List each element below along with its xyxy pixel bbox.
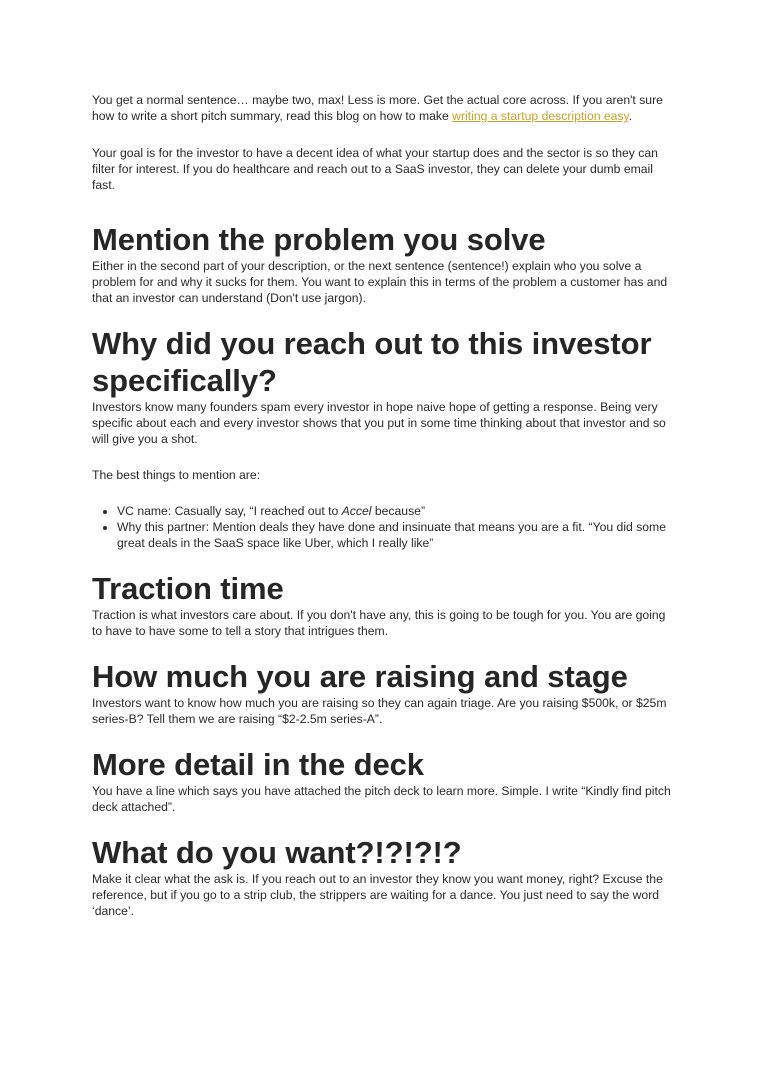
problem-paragraph: Either in the second part of your description, or the next sentence (sentence!) explain who you solve a problem for and why it sucks for them. You want to explain this in terms of the problem a customer has and that an investor can understand (Don't use jargon). bbox=[92, 259, 668, 305]
why-investor-paragraph: Investors know many founders spam every investor in hope naive hope of getting a response. Being very specific about each and every investor shows that you put in some time thinking about that investor and so will give you a shot. bbox=[92, 400, 666, 446]
intro-paragraph-1-end: . bbox=[628, 109, 633, 123]
mention-list bbox=[92, 503, 672, 551]
deck-paragraph: You have a line which says you have attached the pitch deck to learn more. Simple. I write “Kindly find pitch deck attached”. bbox=[92, 784, 671, 814]
heading-want: What do you want?!?!?!? bbox=[92, 835, 462, 870]
startup-description-link[interactable]: writing a startup description easy bbox=[452, 109, 629, 123]
list-intro: The best things to mention are: bbox=[92, 468, 261, 482]
heading-why-investor: Why did you reach out to this investor specifically? bbox=[92, 326, 652, 398]
intro-paragraph-1 bbox=[92, 92, 672, 124]
intro-paragraph-2: Your goal is for the investor to have a decent idea of what your startup does and the sector is so they can filter for interest. If you do healthcare and reach out to a SaaS investor, they can delete your dumb email fast. bbox=[92, 146, 658, 192]
list-item bbox=[117, 503, 672, 519]
want-paragraph: Make it clear what the ask is. If you reach out to an investor they know you want money, right? Excuse the reference, but if you go to a strip club, the strippers are waiting for a dance. You just need to say the word ‘dance’. bbox=[92, 872, 663, 918]
heading-problem: Mention the problem you solve bbox=[92, 222, 546, 257]
raising-paragraph: Investors want to know how much you are raising so they can again triage. Are you raising $500k, or $25m series-B? Tell them we are raising “$2-2.5m series-A”. bbox=[92, 696, 667, 726]
bullet1-pre: VC name: Casually say, “I reached out to bbox=[117, 504, 342, 518]
bullet1-post: because” bbox=[371, 504, 426, 518]
heading-raising: How much you are raising and stage bbox=[92, 659, 628, 694]
document-page bbox=[92, 92, 672, 919]
intro-paragraph-1-text: You get a normal sentence… maybe two, max! Less is more. Get the actual core across. If you aren't sure how to write a short pitch summary, read this blog on how to make bbox=[92, 93, 663, 123]
heading-traction: Traction time bbox=[92, 571, 284, 606]
list-item: • Why this partner: Mention deals they have done and insinuate that means you are a fit. “You did some great deals in the SaaS space like Uber, which I really like” bbox=[117, 519, 672, 551]
traction-paragraph: Traction is what investors care about. If you don't have any, this is going to be tough for you. You are going to have to have some to tell a story that intrigues them. bbox=[92, 608, 666, 638]
bullet1-emphasis: Accel bbox=[341, 504, 372, 518]
heading-deck: More detail in the deck bbox=[92, 747, 424, 782]
